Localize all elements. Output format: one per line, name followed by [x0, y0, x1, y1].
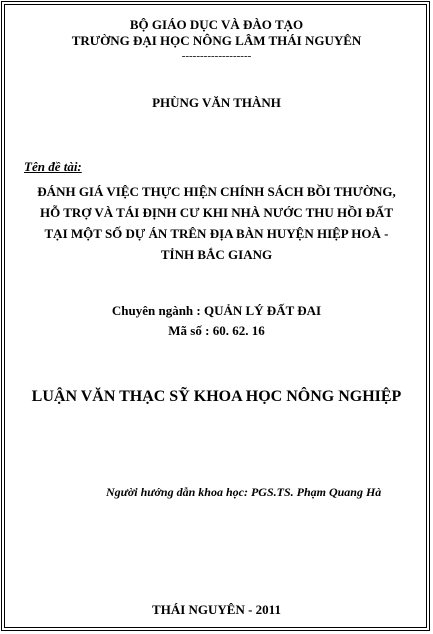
- major-code: Mã số : 60. 62. 16: [168, 323, 265, 338]
- thesis-title-line-1: ĐÁNH GIÁ VIỆC THỰC HIỆN CHÍNH SÁCH BỒI THƯỜNG,: [37, 184, 396, 199]
- major-field: Chuyên ngành : QUẢN LÝ ĐẤT ĐAI: [111, 303, 322, 318]
- topic-label: Tên đề tài:: [24, 159, 82, 174]
- thesis-title-line-2: HỖ TRỢ VÀ TÁI ĐỊNH CƯ KHI NHÀ NƯỚC THU HỒI ĐẤT: [39, 205, 394, 220]
- thesis-title-line-3: TẠI MỘT SỐ DỰ ÁN TRÊN ĐỊA BÀN HUYỆN HIỆP HOÀ -: [44, 226, 389, 241]
- advisor-line: Người hướng dẫn khoa học: PGS.TS. Phạm Quang Hà: [106, 485, 382, 499]
- place-year: THÁI NGUYÊN - 2011: [152, 602, 281, 617]
- thesis-title-line-4: TỈNH BẮC GIANG: [160, 247, 273, 262]
- author-name: PHÙNG VĂN THÀNH: [152, 95, 281, 110]
- ministry-name: BỘ GIÁO DỤC VÀ ĐÀO TẠO: [129, 17, 304, 32]
- header-divider: -------------------: [181, 50, 252, 62]
- degree-title: LUẬN VĂN THẠC SỸ KHOA HỌC NÔNG NGHIỆP: [31, 388, 402, 405]
- university-name: TRƯỜNG ĐẠI HỌC NÔNG LÂM THÁI NGUYÊN: [71, 33, 362, 48]
